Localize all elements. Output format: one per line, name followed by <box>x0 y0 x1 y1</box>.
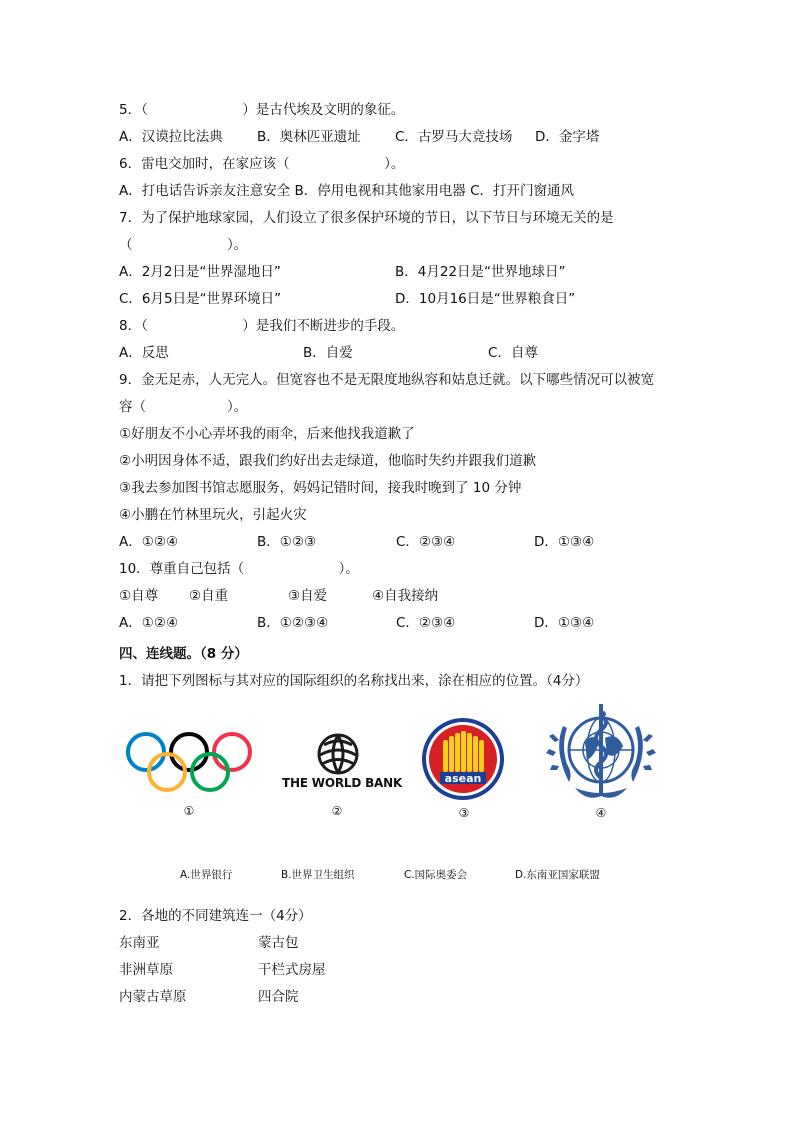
q8-option-b: B．自爱 <box>303 345 353 361</box>
logo-number-1: ① <box>183 804 195 818</box>
q9-option-c: C．②③④ <box>396 534 456 550</box>
q10-stem: 10．尊重自己包括（ ）。 <box>119 561 359 577</box>
olympic-rings-logo <box>124 730 254 796</box>
q7-option-b: B．4月22日是“世界地球日” <box>395 264 566 280</box>
q5-stem: 5．（ ）是古代埃及文明的象征。 <box>119 102 405 118</box>
q9-item-1: ①好朋友不小心弄坏我的雨伞，后来他找我道歉了 <box>119 426 415 442</box>
org-option-b: B.世界卫生组织 <box>281 869 355 881</box>
q10-item-4: ④自我接纳 <box>372 588 439 604</box>
org-option-d: D.东南亚国家联盟 <box>515 869 600 881</box>
q9-item-4: ④小鹏在竹林里玩火，引起火灾 <box>119 507 307 523</box>
left-col-item-1: 东南亚 <box>119 935 160 951</box>
left-col-item-3: 内蒙古草原 <box>119 989 187 1005</box>
q9-option-d: D．①③④ <box>534 534 595 550</box>
q5-option-c: C．古罗马大竞技场 <box>395 129 513 145</box>
q9-stem-line2: 容（ ）。 <box>119 399 248 415</box>
q10-item-1: ①自尊 <box>119 588 159 604</box>
right-col-item-2: 干栏式房屋 <box>258 962 326 978</box>
q5-option-d: D．金字塔 <box>535 129 600 145</box>
asean-logo <box>420 716 506 802</box>
q9-option-a: A．①②④ <box>119 534 179 550</box>
logo-number-2: ② <box>331 804 343 818</box>
q7-option-a: A．2月2日是“世界湿地日” <box>119 264 281 280</box>
world-bank-globe-icon <box>316 733 360 775</box>
logo-number-3: ③ <box>458 806 470 820</box>
world-bank-wordmark: THE WORLD BANK <box>282 776 403 790</box>
right-col-item-3: 四合院 <box>258 989 299 1005</box>
q9-option-b: B．①②③ <box>257 534 317 550</box>
q10-option-d: D．①③④ <box>534 615 595 631</box>
who-logo <box>545 702 657 808</box>
left-col-item-2: 非洲草原 <box>119 962 173 978</box>
q6-stem: 6．雷电交加时，在家应该（ ）。 <box>119 156 405 172</box>
q8-option-c: C．自尊 <box>488 345 538 361</box>
logo-number-4: ④ <box>595 806 607 820</box>
q10-option-a: A．①②④ <box>119 615 179 631</box>
section4-title: 四、连线题。（8 分） <box>119 646 248 662</box>
q10-option-c: C．②③④ <box>396 615 456 631</box>
q9-item-2: ②小明因身体不适，跟我们约好出去走绿道，他临时失约并跟我们道歉 <box>119 453 537 469</box>
q8-option-a: A．反思 <box>119 345 169 361</box>
section4-q1-stem: 1．请把下列图标与其对应的国际组织的名称找出来，涂在相应的位置。（4分） <box>119 673 589 689</box>
org-option-a: A.世界银行 <box>180 869 233 881</box>
asean-wordmark: asean <box>444 772 482 785</box>
q10-item-3: ③自爱 <box>288 588 328 604</box>
q9-stem-line1: 9．金无足赤，人无完人。但宽容也不是无限度地纵容和姑息迁就。以下哪些情况可以被宽 <box>119 372 655 388</box>
q7-stem-line2: （ ）。 <box>119 237 248 253</box>
q9-item-3: ③我去参加图书馆志愿服务，妈妈记错时间，接我时晚到了 10 分钟 <box>119 480 522 496</box>
q5-option-b: B．奥林匹亚遗址 <box>257 129 361 145</box>
right-col-item-1: 蒙古包 <box>258 935 299 951</box>
section4-q2-stem: 2．各地的不同建筑连一（4分） <box>119 908 312 924</box>
org-option-c: C.国际奥委会 <box>404 869 468 881</box>
q7-option-d: D．10月16日是“世界粮食日” <box>395 291 576 307</box>
q7-option-c: C．6月5日是“世界环境日” <box>119 291 282 307</box>
q5-option-a: A．汉谟拉比法典 <box>119 129 223 145</box>
q8-stem: 8．（ ）是我们不断进步的手段。 <box>119 318 405 334</box>
q10-option-b: B．①②③④ <box>257 615 329 631</box>
q7-stem-line1: 7．为了保护地球家园，人们设立了很多保护环境的节日，以下节日与环境无关的是 <box>119 210 614 226</box>
q6-options: A．打电话告诉亲友注意安全 B．停用电视和其他家用电器 C．打开门窗通风 <box>119 183 575 199</box>
q10-item-2: ②自重 <box>189 588 229 604</box>
